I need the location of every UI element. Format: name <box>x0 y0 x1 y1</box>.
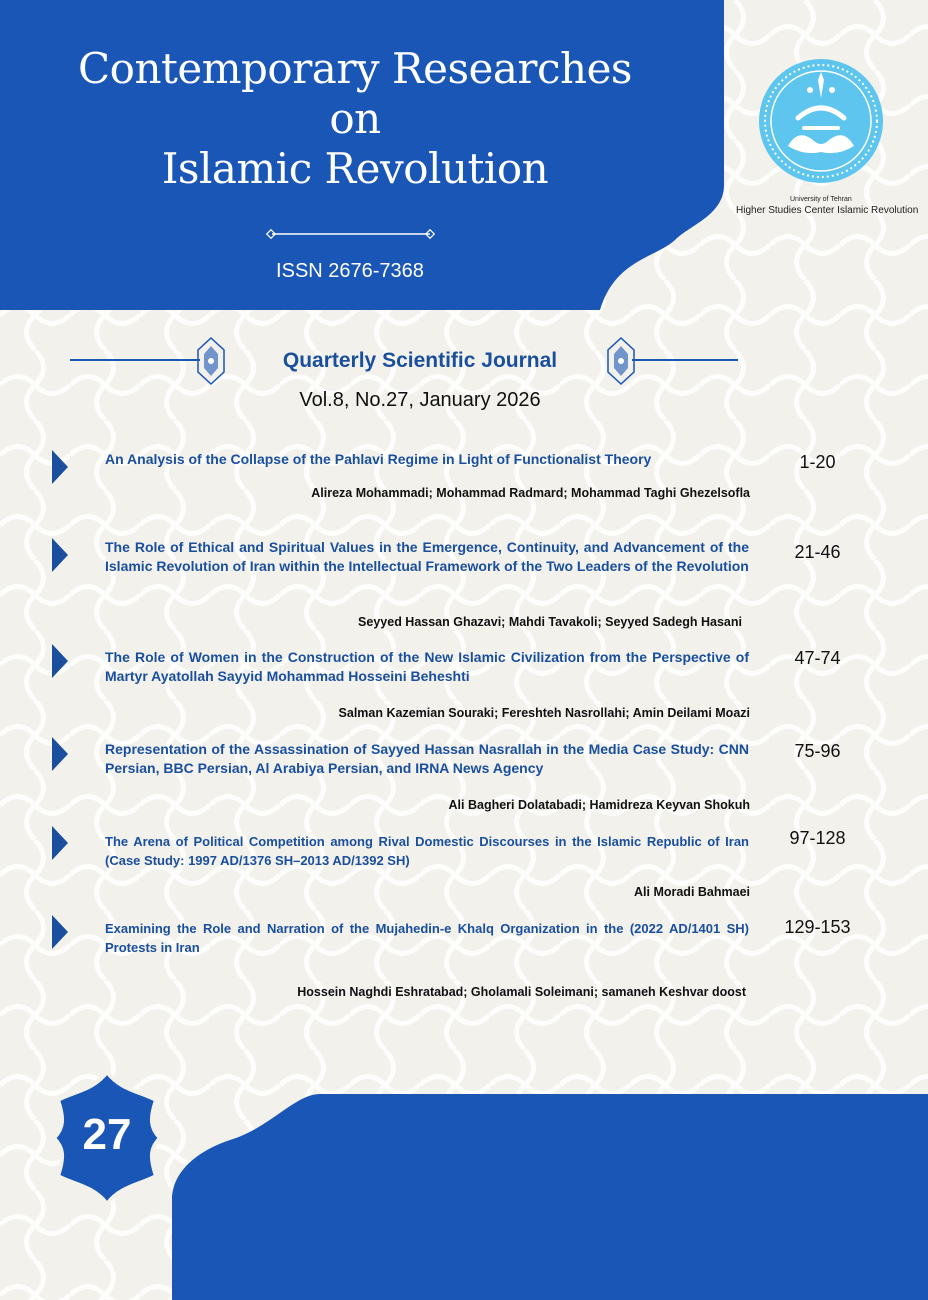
arrow-right-icon <box>52 737 68 771</box>
article-authors: Seyyed Hassan Ghazavi; Mahdi Tavakoli; Seyyed Sadegh Hasani <box>358 615 742 629</box>
article-authors: Alireza Mohammadi; Mohammad Radmard; Mohammad Taghi Ghezelsofla <box>311 486 750 500</box>
issue-number: 27 <box>82 1110 132 1159</box>
ornament-left-icon <box>196 336 226 386</box>
arrow-right-icon <box>52 538 68 572</box>
arrow-right-icon <box>52 644 68 678</box>
article-authors: Salman Kazemian Souraki; Fereshteh Nasrollahi; Amin Deilami Moazi <box>338 706 750 720</box>
title-line-2: on <box>329 94 381 143</box>
article-authors: Ali Moradi Bahmaei <box>634 885 750 899</box>
article-pages: 47-74 <box>794 648 841 668</box>
title-line-1: Contemporary Researches <box>78 44 632 93</box>
arrow-right-icon <box>52 450 68 484</box>
article-title[interactable]: Representation of the Assassination of Sayyed Hassan Nasrallah in the Media Case Study: CNN Persian, BBC Persian, Al Arabiya Persian, and IRNA News Agency <box>105 741 749 776</box>
article-title[interactable]: The Role of Ethical and Spiritual Values in the Emergence, Continuity, and Advancement of the Islamic Revolution of Iran within the Intellectual Framework of the Two Leaders of the Revolution <box>105 539 749 574</box>
title-divider <box>266 228 436 240</box>
journal-type: Quarterly Scientific Journal <box>282 349 558 372</box>
article-authors: Ali Bagheri Dolatabadi; Hamidreza Keyvan Shokuh <box>448 798 750 812</box>
article-title[interactable]: An Analysis of the Collapse of the Pahlavi Regime in Light of Functionalist Theory <box>105 451 652 467</box>
article-pages: 21-46 <box>794 542 841 562</box>
article-pages: 97-128 <box>789 828 846 848</box>
university-logo-icon <box>758 58 884 184</box>
ornament-right-icon <box>606 336 636 386</box>
article-pages: 129-153 <box>784 917 851 937</box>
center-name: Higher Studies Center Islamic Revolution <box>736 205 919 216</box>
issn: ISSN 2676-7368 <box>276 260 424 282</box>
journal-title <box>60 44 650 194</box>
title-line-3: Islamic Revolution <box>161 144 549 193</box>
article-title[interactable]: The Role of Women in the Construction of the New Islamic Civilization from the Perspective of Martyr Ayatollah Sayyid Mohammad Hosseini Beheshti <box>105 649 749 684</box>
article-authors: Hossein Naghdi Eshratabad; Gholamali Soleimani; samaneh Keshvar doost <box>297 985 746 999</box>
university-name: University of Tehran <box>790 196 852 203</box>
arrow-right-icon <box>52 915 68 949</box>
arrow-right-icon <box>52 826 68 860</box>
volume-info: Vol.8, No.27, January 2026 <box>299 389 541 411</box>
article-title[interactable]: The Arena of Political Competition among Rival Domestic Discourses in the Islamic Republic of Iran (Case Study: 1997 AD/1376 SH–2013 AD/1392 SH) <box>105 834 749 868</box>
ornament-line-left <box>70 359 200 361</box>
article-pages: 75-96 <box>794 741 841 761</box>
ornament-line-right <box>632 359 738 361</box>
article-title[interactable]: Examining the Role and Narration of the Mujahedin-e Khalq Organization in the (2022 AD/1401 SH) Protests in Iran <box>105 921 749 955</box>
article-pages: 1-20 <box>799 452 836 472</box>
